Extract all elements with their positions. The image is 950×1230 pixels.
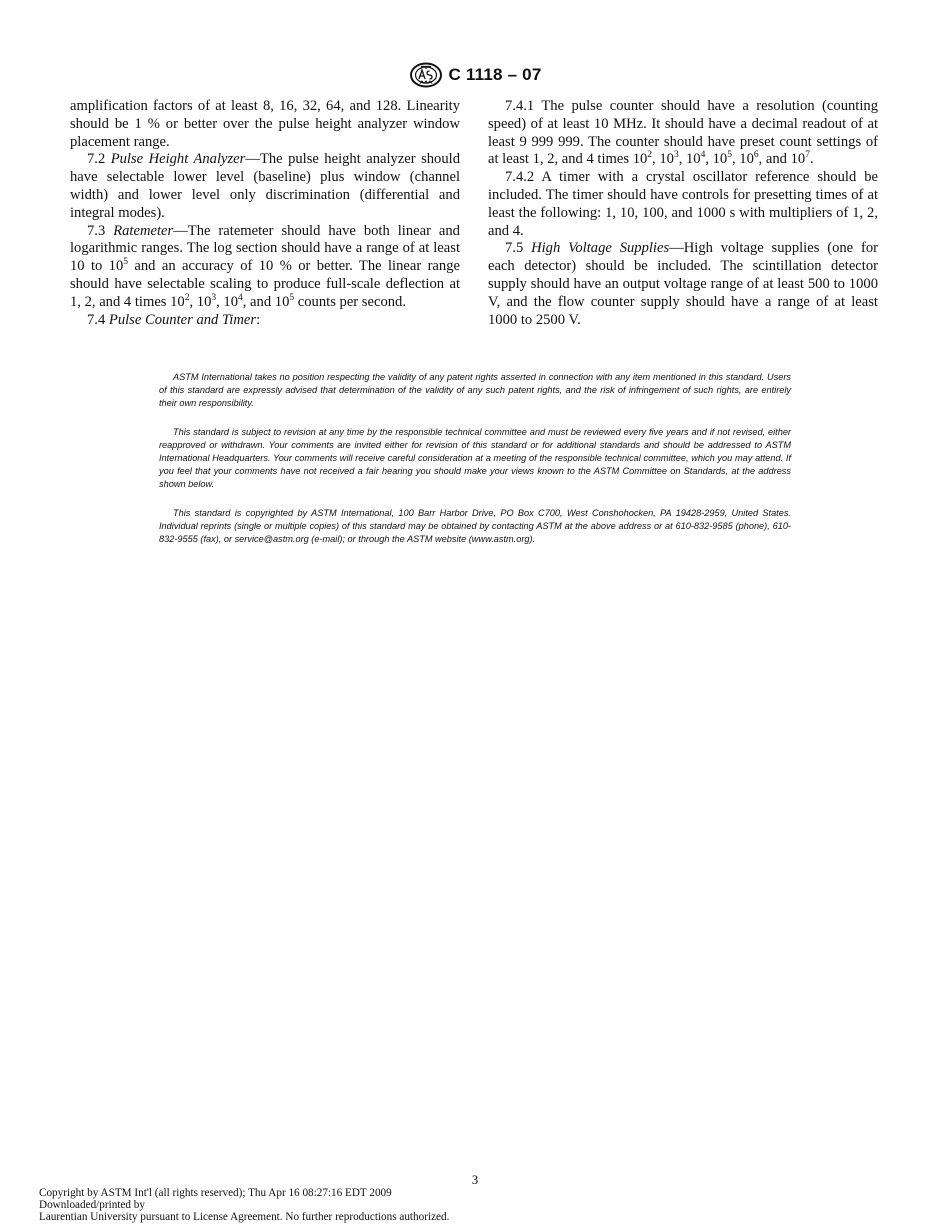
section-title: High Voltage Supplies — [531, 240, 670, 257]
right-column — [488, 98, 878, 329]
paragraph-amplification: amplification factors of at least 8, 16, 32, 64, and 128. Linearity should be 1 % or better over the pulse height analyzer window placement range. — [70, 98, 460, 150]
section-7-2: 7.2 Pulse Height Analyzer—The pulse height analyzer should have selectable lower level (baseline) plus window (channel width) and lower level only discrimination (differential and integral modes). — [70, 151, 461, 221]
section-7-4-1: 7.4.1 The pulse counter should have a resolution (counting speed) of at least 10 MHz. It should have a decimal readout of at least 9 999 999. The counter should have preset count settings of at least 1, 2, and 4 times $10^2$, $10^3$, $10^4$, $10^5$, $10^6$, and $10^7$. — [488, 98, 878, 168]
footer-line: Copyright by ASTM Int'l (all rights reserved); Thu Apr 16 08:27:16 EDT 2009 — [39, 1187, 392, 1199]
section-7-4: 7.4 Pulse Counter and Timer: — [87, 311, 261, 328]
revision-notice: This standard is subject to revision at any time by the responsible technical committee and must be reviewed every five years and if not revised, either reapproved or withdrawn. Your comments are invited either for revision of this standard or for additional standards and should be addressed to ASTM International Headquarters. Your comments will receive careful consideration at a meeting of the responsible technical committee, which you may attend. If you feel that your comments have not received a fair hearing you should make your views known to the ASTM Committee on Standards, at the address shown below. — [159, 426, 791, 490]
standard-designation: C 1118 – 07 — [448, 65, 542, 84]
section-title: Pulse Counter and Timer — [108, 311, 257, 328]
patent-notice: ASTM International takes no position respecting the validity of any patent rights asserted in connection with any item mentioned in this standard. Users of this standard are expressly advised that determination of the validity of any such patent rights, and the risk of infringement of such rights, are entirely their own responsibility. — [159, 372, 791, 409]
footer-line: Downloaded/printed by — [39, 1199, 145, 1212]
download-footer — [39, 1187, 449, 1224]
section-7-5: 7.5 High Voltage Supplies—High voltage supplies (one for each detector) should be included. The scintillation detector supply should have an output voltage range of at least 500 to 1000 V, and the flow counter supply should have a range of at least 1000 to 2500 V. — [488, 240, 878, 328]
section-title: Ratemeter — [113, 222, 174, 239]
page-header — [0, 62, 950, 88]
footer-line: Laurentian University pursuant to License Agreement. No further reproductions authorized. — [39, 1211, 450, 1224]
legal-notices — [159, 371, 791, 561]
astm-logo-icon — [409, 62, 443, 88]
copyright-notice: This standard is copyrighted by ASTM International, 100 Barr Harbor Drive, PO Box C700, West Conshohocken, PA 19428-2959, United States. Individual reprints (single or multiple copies) of this standard may be obtained by contacting ASTM at the above address or at 610-832-9585 (phone), 610-832-9555 (fax), or service@astm.org (e-mail); or through the ASTM website (www.astm.org). — [159, 507, 791, 545]
section-7-3: 7.3 Ratemeter—The ratemeter should have both linear and logarithmic ranges. The log section should have a range of at least 10 to $10^5$ and an accuracy of 10 % or better. The linear range should have selectable scaling to produce full-scale deflection at 1, 2, and 4 times $10^2$, $10^3$, $10^4$, and $10^5$ counts per second. — [70, 222, 460, 310]
left-column — [70, 98, 460, 329]
page-number: 3 — [471, 1173, 479, 1187]
section-title: Pulse Height Analyzer — [110, 151, 246, 168]
section-7-4-2: 7.4.2 A timer with a crystal oscillator reference should be included. The timer should have controls for presetting times of at least the following: 1, 10, 100, and 1000 s with multipliers of 1, 2, and 4. — [488, 169, 878, 239]
